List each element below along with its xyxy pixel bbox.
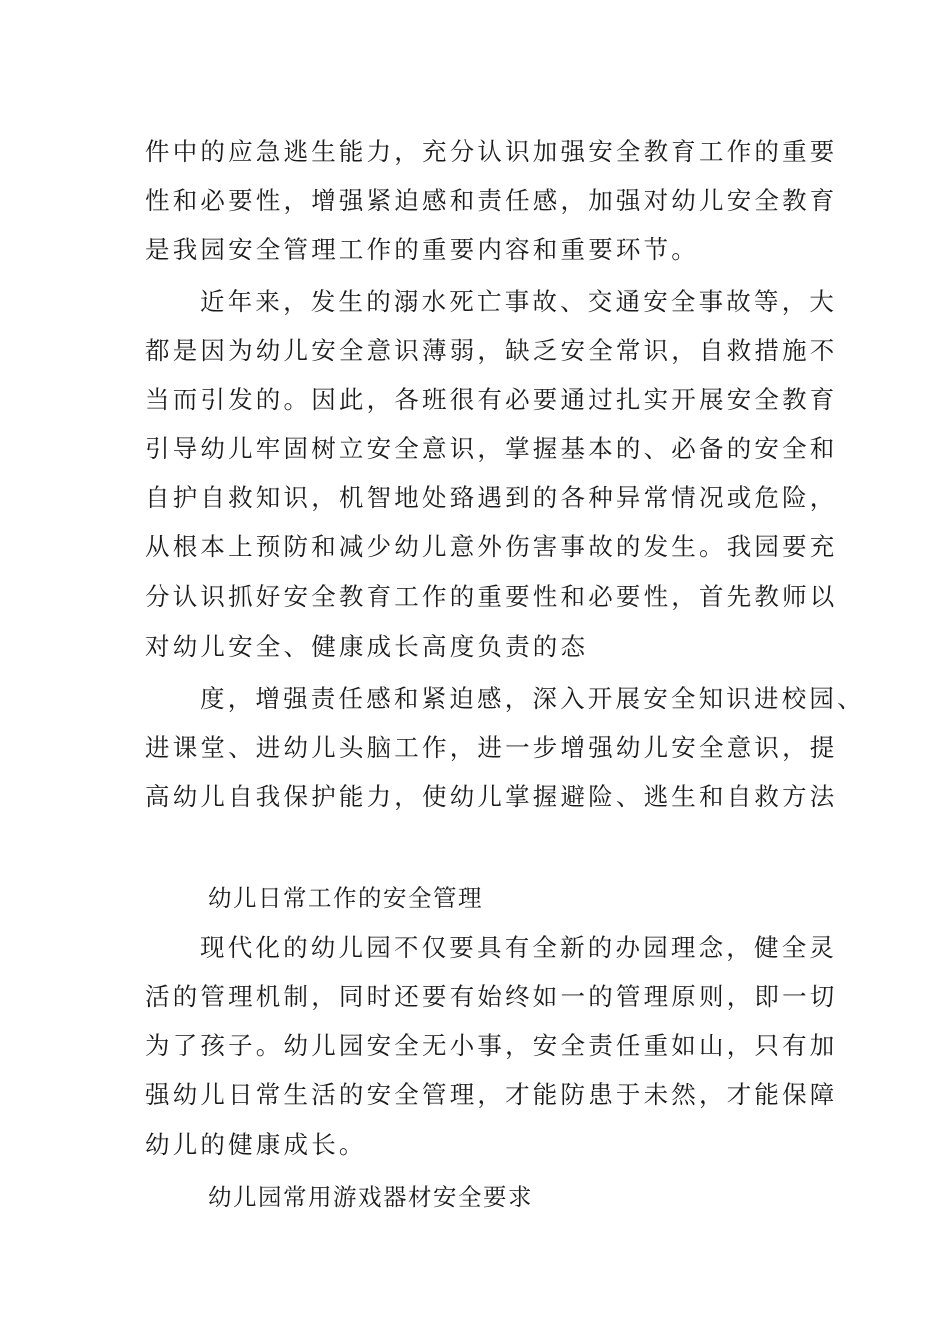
paragraph-2-line-5: 自护自救知识，机智地处臵遇到的各种异常情况或危险， [145, 483, 838, 512]
paragraph-2-line-2: 都是因为幼儿安全意识薄弱，缺乏安全常识，自救措施不 [145, 336, 838, 365]
paragraph-1-line-2: 性和必要性，增强紧迫感和责任感，加强对幼儿安全教育 [145, 186, 838, 215]
paragraph-1-line-3: 是我园安全管理工作的重要内容和重要环节。 [145, 235, 699, 264]
paragraph-3-line-3: 高幼儿自我保护能力，使幼儿掌握避险、逃生和自救方法 [145, 782, 838, 811]
paragraph-2-line-6: 从根本上预防和减少幼儿意外伤害事故的发生。我园要充 [145, 532, 838, 561]
paragraph-4-line-5: 幼儿的健康成长。 [145, 1130, 367, 1159]
paragraph-4-line-2: 活的管理机制，同时还要有始终如一的管理原则，即一切 [145, 982, 838, 1011]
paragraph-2-line-3: 当而引发的。因此，各班很有必要通过扎实开展安全教育 [145, 385, 838, 414]
paragraph-4-line-1: 现代化的幼儿园不仅要具有全新的办园理念，健全灵 [200, 933, 838, 962]
section-heading-daily-safety: 幼儿日常工作的安全管理 [208, 884, 483, 912]
paragraph-1-line-1: 件中的应急逃生能力，充分认识加强安全教育工作的重要 [145, 137, 838, 166]
paragraph-2-line-4: 引导幼儿牢固树立安全意识，掌握基本的、必备的安全和 [145, 434, 838, 463]
paragraph-4-line-3: 为了孩子。幼儿园安全无小事，安全责任重如山，只有加 [145, 1031, 838, 1060]
paragraph-2-line-1: 近年来，发生的溺水死亡事故、交通安全事故等，大 [200, 287, 838, 316]
section-heading-equipment-safety: 幼儿园常用游戏器材安全要求 [208, 1183, 533, 1211]
paragraph-2-line-8: 对幼儿安全、健康成长高度负责的态 [145, 632, 589, 661]
paragraph-4-line-4: 强幼儿日常生活的安全管理，才能防患于未然，才能保障 [145, 1080, 838, 1109]
paragraph-3-line-2: 进课堂、进幼儿头脑工作，进一步增强幼儿安全意识，提 [145, 733, 838, 762]
paragraph-2-line-7: 分认识抓好安全教育工作的重要性和必要性，首先教师以 [145, 582, 838, 611]
paragraph-3-line-1: 度，增强责任感和紧迫感，深入开展安全知识进校园、 [200, 684, 865, 713]
